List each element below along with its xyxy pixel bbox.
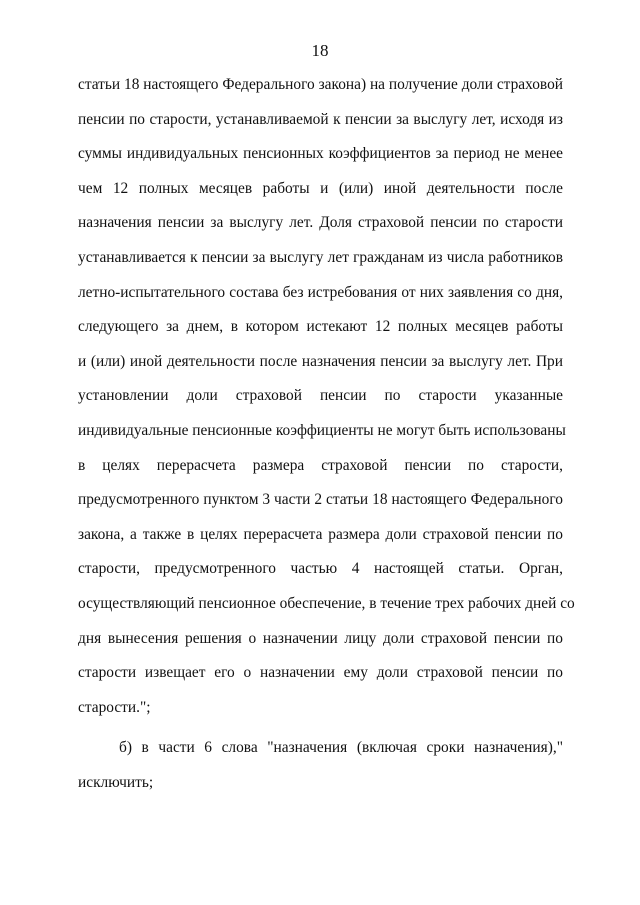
page-number: 18 — [311, 41, 329, 60]
body-line-3: суммы индивидуальных пенсионных коэффициентов за период не менее — [78, 145, 563, 163]
body-line-18: старости извещает его о назначении ему доли страховой пенсии по — [78, 664, 563, 682]
body-line-17: дня вынесения решения о назначении лицу доли страховой пенсии по — [78, 629, 563, 647]
body-line-14: закона, а также в целях перерасчета размера доли страховой пенсии по — [78, 525, 563, 543]
item-b-line-2: исключить; — [78, 773, 154, 791]
body-line-8: следующего за днем, в котором истекают 12 полных месяцев работы — [78, 318, 563, 336]
item-b-paragraph — [78, 731, 563, 800]
item-b-line-1: б) в части 6 слова "назначения (включая сроки назначения)," — [119, 739, 563, 756]
body-line-11: индивидуальные пенсионные коэффициенты не могут быть использованы — [78, 421, 566, 439]
body-line-9: и (или) иной деятельности после назначения пенсии за выслугу лет. При — [78, 352, 563, 370]
body-line-7: летно-испытательного состава без истребования от них заявления со дня, — [78, 283, 563, 301]
body-line-12: в целях перерасчета размера страховой пенсии по старости, — [78, 456, 563, 474]
body-line-2: пенсии по старости, устанавливаемой к пенсии за выслугу лет, исходя из — [78, 110, 563, 128]
body-line-19: старости."; — [78, 698, 151, 716]
body-line-4: чем 12 полных месяцев работы и (или) иной деятельности после — [78, 179, 563, 197]
body-line-1: статьи 18 настоящего Федерального закона) на получение доли страховой — [78, 76, 563, 93]
body-line-16: осуществляющий пенсионное обеспечение, в течение трех рабочих дней со — [78, 594, 575, 612]
body-paragraph — [78, 68, 575, 725]
body-line-15: старости, предусмотренного частью 4 настоящей статьи. Орган, — [78, 560, 563, 578]
body-line-10: установлении доли страховой пенсии по старости указанные — [78, 387, 563, 405]
body-line-6: устанавливается к пенсии за выслугу лет гражданам из числа работников — [78, 248, 563, 266]
body-line-13: предусмотренного пунктом 3 части 2 статьи 18 настоящего Федерального — [78, 491, 563, 509]
body-line-5: назначения пенсии за выслугу лет. Доля страховой пенсии по старости — [78, 214, 563, 232]
